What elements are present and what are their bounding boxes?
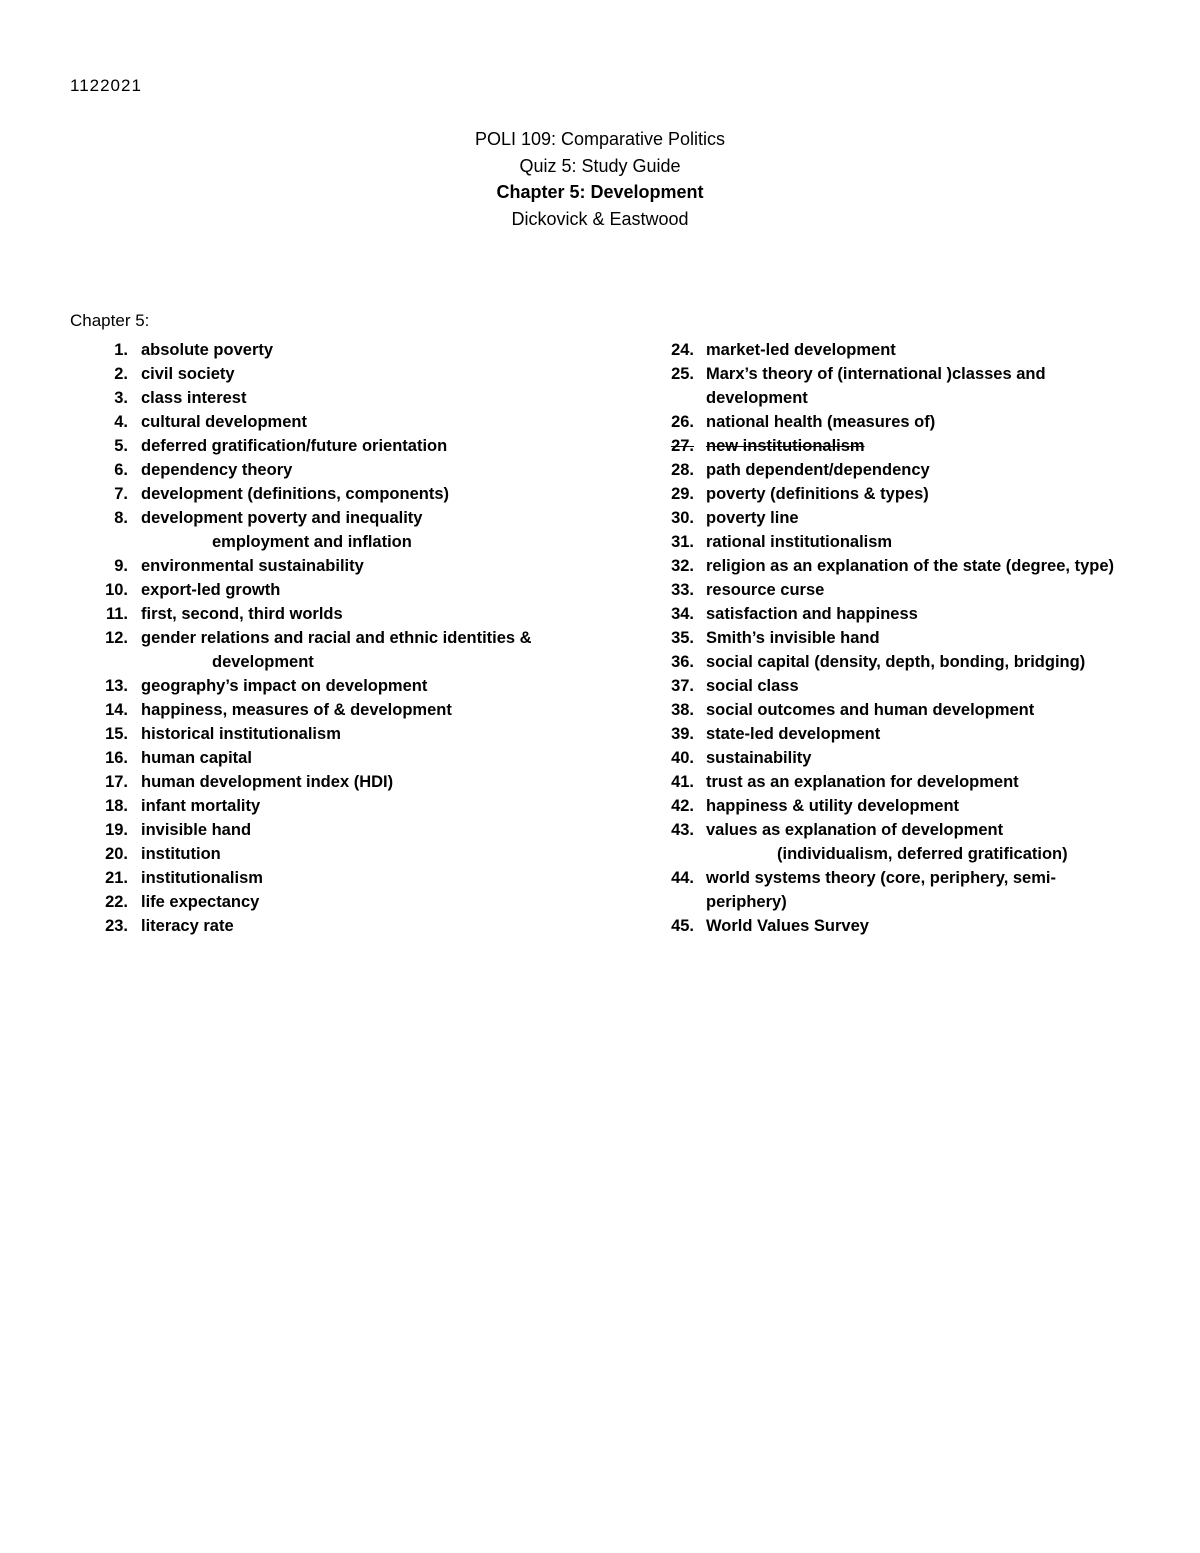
list-item	[100, 386, 570, 410]
list-item	[100, 818, 570, 842]
item-term: civil society	[141, 365, 235, 383]
item-number: 42.	[671, 797, 694, 815]
item-number: 6.	[114, 461, 128, 479]
item-text	[141, 506, 551, 554]
list-item	[664, 410, 1134, 434]
item-text	[706, 626, 1134, 650]
item-term: human development index (HDI)	[141, 773, 394, 791]
item-number: 14.	[105, 701, 128, 719]
item-text	[141, 626, 551, 674]
list-item	[100, 698, 570, 722]
item-text	[706, 650, 1134, 674]
item-number: 23.	[105, 917, 128, 935]
list-item	[664, 458, 1134, 482]
item-number: 33.	[671, 581, 694, 599]
item-term: invisible hand	[141, 821, 252, 839]
item-number: 36.	[671, 653, 694, 671]
item-term: gender relations and racial and ethnic identities &	[141, 629, 532, 647]
list-item	[100, 602, 570, 626]
item-number: 45.	[671, 917, 694, 935]
item-text	[141, 722, 551, 746]
item-number: 31.	[671, 533, 694, 551]
list-item	[664, 818, 1134, 866]
item-text	[706, 746, 1134, 770]
item-text	[706, 434, 1134, 458]
item-number: 41.	[671, 773, 694, 791]
item-subline: (individualism, deferred gratification)	[777, 845, 1068, 863]
item-term: institution	[141, 845, 221, 863]
item-number: 11.	[105, 605, 128, 623]
list-item	[664, 866, 1134, 914]
item-number: 30.	[671, 509, 694, 527]
item-text	[141, 818, 551, 842]
item-number: 8.	[114, 509, 128, 527]
authors: Dickovick & Eastwood	[511, 208, 689, 229]
item-text	[706, 578, 1134, 602]
item-term: Marx’s theory of (international )classes and	[706, 365, 1046, 383]
list-item	[100, 338, 570, 362]
item-text	[706, 818, 1134, 866]
section-label: Chapter 5:	[70, 311, 150, 330]
item-text	[706, 722, 1134, 746]
item-term: sustainability	[706, 749, 812, 767]
item-term: institutionalism	[141, 869, 263, 887]
item-term: satisfaction and happiness	[706, 605, 918, 623]
list-item	[664, 650, 1134, 674]
item-text	[706, 458, 1134, 482]
list-item	[664, 338, 1134, 362]
list-item	[100, 914, 570, 938]
item-term: poverty line	[706, 509, 799, 527]
chapter-title: Chapter 5: Development	[496, 182, 704, 202]
item-number: 20.	[105, 845, 128, 863]
item-text	[141, 698, 551, 722]
item-number: 12.	[105, 629, 128, 647]
item-number: 24.	[671, 341, 694, 359]
terms-list-right	[664, 338, 1134, 938]
list-item	[100, 794, 570, 818]
item-text	[706, 554, 1134, 578]
item-number: 44.	[671, 869, 694, 887]
list-item	[664, 506, 1134, 530]
item-term: happiness, measures of & development	[141, 701, 452, 719]
list-item	[100, 434, 570, 458]
list-item	[100, 554, 570, 578]
item-number: 39.	[671, 725, 694, 743]
list-item	[100, 362, 570, 386]
item-term-continued: development	[706, 389, 808, 407]
item-text	[706, 362, 1134, 410]
item-text	[706, 674, 1134, 698]
list-item	[664, 698, 1134, 722]
item-term: historical institutionalism	[141, 725, 341, 743]
item-number: 3.	[114, 389, 128, 407]
item-number: 13.	[105, 677, 128, 695]
item-number: 35.	[671, 629, 694, 647]
list-item	[664, 770, 1134, 794]
item-term: new institutionalism	[706, 437, 865, 455]
item-text	[141, 458, 551, 482]
list-item	[100, 770, 570, 794]
item-number: 2.	[114, 365, 128, 383]
item-number: 18.	[105, 797, 128, 815]
item-term: social class	[706, 677, 799, 695]
item-term: social capital (density, depth, bonding, bridging)	[706, 653, 1086, 671]
item-term: export-led growth	[141, 581, 281, 599]
item-text	[706, 530, 1134, 554]
item-number: 25.	[671, 365, 694, 383]
list-item	[100, 842, 570, 866]
list-item	[100, 458, 570, 482]
item-text	[141, 602, 551, 626]
item-text	[141, 410, 551, 434]
item-term: deferred gratification/future orientation	[141, 437, 448, 455]
item-term: path dependent/dependency	[706, 461, 930, 479]
item-term: trust as an explanation for development	[706, 773, 1019, 791]
item-text	[141, 434, 551, 458]
item-term: human capital	[141, 749, 252, 767]
item-term: infant mortality	[141, 797, 261, 815]
list-item	[100, 578, 570, 602]
item-text	[141, 746, 551, 770]
quiz-title: Quiz 5: Study Guide	[519, 155, 681, 176]
item-number: 26.	[671, 413, 694, 431]
list-item	[100, 626, 570, 674]
item-term: religion as an explanation of the state (degree, type)	[706, 557, 1115, 575]
list-item	[664, 482, 1134, 506]
item-number: 43.	[671, 821, 694, 839]
item-term: Smith’s invisible hand	[706, 629, 880, 647]
item-text	[706, 698, 1134, 722]
item-term: literacy rate	[141, 917, 234, 935]
item-text	[141, 482, 551, 506]
item-number: 7.	[114, 485, 128, 503]
item-text	[141, 386, 551, 410]
item-term: market-led development	[706, 341, 896, 359]
list-item	[664, 722, 1134, 746]
list-item	[100, 506, 570, 554]
item-term: state-led development	[706, 725, 881, 743]
item-number: 16.	[105, 749, 128, 767]
list-item	[100, 890, 570, 914]
item-term: geography’s impact on development	[141, 677, 428, 695]
item-number: 4.	[114, 413, 128, 431]
item-term: values as explanation of development	[706, 821, 1004, 839]
item-text	[706, 338, 1134, 362]
item-text	[141, 362, 551, 386]
item-text	[706, 770, 1134, 794]
item-term: World Values Survey	[706, 917, 869, 935]
item-term: dependency theory	[141, 461, 293, 479]
item-text	[706, 482, 1134, 506]
list-item	[664, 794, 1134, 818]
item-text	[706, 410, 1134, 434]
list-item	[100, 674, 570, 698]
item-term: first, second, third worlds	[141, 605, 343, 623]
item-term: resource curse	[706, 581, 825, 599]
list-item	[100, 866, 570, 890]
item-term: national health (measures of)	[706, 413, 936, 431]
item-text	[141, 842, 551, 866]
item-number: 38.	[671, 701, 694, 719]
list-item	[100, 482, 570, 506]
item-term: social outcomes and human development	[706, 701, 1035, 719]
item-subline: development	[212, 653, 314, 671]
item-text	[141, 674, 551, 698]
item-text	[706, 602, 1134, 626]
item-term: poverty (definitions & types)	[706, 485, 929, 503]
list-item	[664, 914, 1134, 938]
list-item	[100, 722, 570, 746]
item-number: 34.	[671, 605, 694, 623]
item-text	[141, 338, 551, 362]
item-number: 9.	[114, 557, 128, 575]
item-number: 22.	[105, 893, 128, 911]
item-text	[141, 794, 551, 818]
item-number: 15.	[105, 725, 128, 743]
item-number: 40.	[671, 749, 694, 767]
terms-list-left	[100, 338, 570, 938]
item-number: 32.	[671, 557, 694, 575]
course-title: POLI 109: Comparative Politics	[474, 129, 726, 149]
item-number: 10.	[105, 581, 128, 599]
item-text	[706, 506, 1134, 530]
item-text	[706, 794, 1134, 818]
item-term: rational institutionalism	[706, 533, 893, 551]
item-term-continued: periphery)	[706, 893, 787, 911]
item-number: 5.	[114, 437, 128, 455]
item-subline: employment and inflation	[212, 533, 412, 551]
item-term: happiness & utility development	[706, 797, 960, 815]
list-item	[100, 410, 570, 434]
list-item	[664, 674, 1134, 698]
item-number: 37.	[671, 677, 694, 695]
item-number: 21.	[105, 869, 128, 887]
document-header	[0, 126, 1200, 232]
item-term: development poverty and inequality	[141, 509, 423, 527]
item-term: life expectancy	[141, 893, 260, 911]
item-text	[141, 914, 551, 938]
item-number: 17.	[105, 773, 128, 791]
item-text	[141, 770, 551, 794]
list-item	[100, 746, 570, 770]
item-term: absolute poverty	[141, 341, 274, 359]
list-item	[664, 362, 1134, 410]
list-item	[664, 530, 1134, 554]
item-text	[141, 890, 551, 914]
item-term: class interest	[141, 389, 247, 407]
item-term: environmental sustainability	[141, 557, 364, 575]
item-text	[141, 554, 551, 578]
item-text	[706, 914, 1134, 938]
list-item	[664, 554, 1134, 578]
list-item	[664, 602, 1134, 626]
item-term: cultural development	[141, 413, 307, 431]
item-text	[706, 866, 1134, 914]
list-item	[664, 746, 1134, 770]
item-text	[141, 866, 551, 890]
list-item	[664, 434, 1134, 458]
list-item	[664, 578, 1134, 602]
item-text	[141, 578, 551, 602]
item-term: world systems theory (core, periphery, semi-	[706, 869, 1056, 887]
item-number: 28.	[671, 461, 694, 479]
item-number: 29.	[671, 485, 694, 503]
item-number: 19.	[105, 821, 128, 839]
item-term: development (definitions, components)	[141, 485, 450, 503]
item-number: 1.	[114, 341, 128, 359]
item-number: 27.	[671, 437, 694, 455]
document-id: 1122021	[70, 76, 142, 95]
list-item	[664, 626, 1134, 650]
